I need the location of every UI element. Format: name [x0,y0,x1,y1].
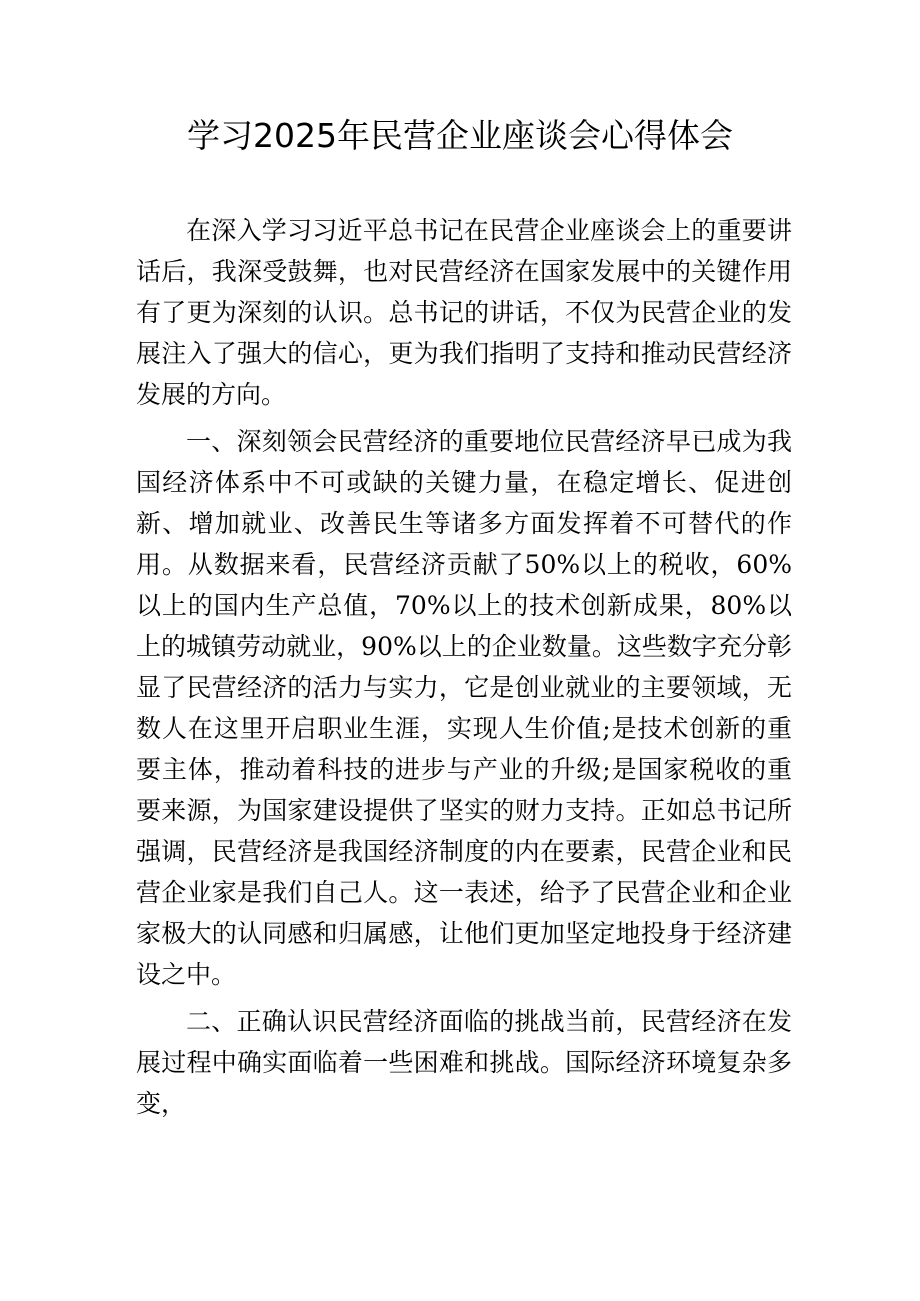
document-body [136,210,792,1130]
document-title: 学习2025年民营企业座谈会心得体会 [187,116,733,155]
paragraph-section-two: 二、正确认识民营经济面临的挑战当前，民营经济在发展过程中确实面临着一些困难和挑战。国际经济环境复杂多变， [136,1007,792,1118]
paragraph-intro: 在深入学习习近平总书记在民营企业座谈会上的重要讲话后，我深受鼓舞，也对民营经济在国家发展中的关键作用有了更为深刻的认识。总书记的讲话，不仅为民营企业的发展注入了强大的信心，更为我们指明了支持和推动民营经济发展的方向。 [136,216,792,409]
paragraph-section-one: 一、深刻领会民营经济的重要地位民营经济早已成为我国经济体系中不可或缺的关键力量，在稳定增长、促进创新、增加就业、改善民生等诸多方面发挥着不可替代的作用。从数据来看，民营经济贡献了50%以上的税收，60%以上的国内生产总值，70%以上的技术创新成果，80%以上的城镇劳动就业，90%以上的企业数量。这些数字充分彰显了民营经济的活力与实力，它是创业就业的主要领域，无数人在这里开启职业生涯，实现人生价值;是技术创新的重要主体，推动着科技的进步与产业的升级;是国家税收的重要来源，为国家建设提供了坚实的财力支持。正如总书记所强调，民营经济是我国经济制度的内在要素，民营企业和民营企业家是我们自己人。这一表述，给予了民营企业和企业家极大的认同感和归属感，让他们更加坚定地投身于经济建设之中。 [136,427,792,989]
